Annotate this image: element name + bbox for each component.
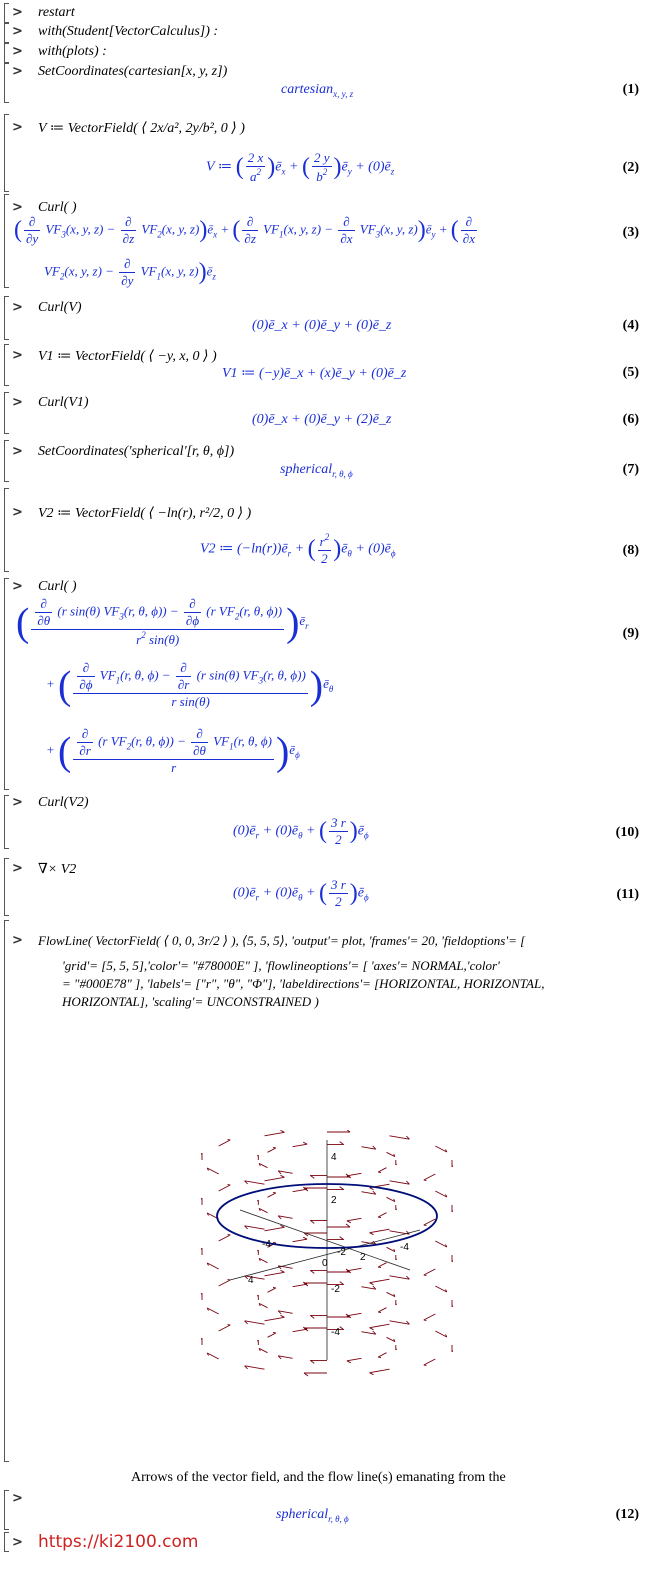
command-define-V1[interactable]: V1 ≔ VectorField( ⟨ −y, x, 0 ⟩ )	[38, 349, 217, 364]
field-arrow	[347, 1218, 362, 1221]
field-arrow	[293, 1239, 308, 1242]
field-arrow-head	[281, 1175, 285, 1177]
output-curl-spherical-theta-component: + ( $\frac{\partial}{\partial\phi}$ $VF_1(r$, θ, ϕ) − $\frac{\partial}{\partial r}$ (r sin(θ) $VF_3(r$, θ, ϕ)) r sin(θ) )$ē_\theta$	[46, 660, 334, 709]
command-define-V2[interactable]: V2 ≔ VectorField( ⟨ −ln(r), r²/2, 0 ⟩ )	[38, 506, 252, 521]
output-spherical-subscript: r, θ, ϕ	[332, 469, 353, 479]
command-flowline-line1[interactable]: FlowLine( VectorField( ⟨ 0, 0, 3r/2 ⟩ ), ⟨5, 5, 5⟩, 'output'= plot, 'frames'= 20, 'fieldoptions'= [	[38, 933, 526, 948]
field-arrow-head	[281, 1130, 285, 1132]
command-nabla-cross-V2[interactable]: ∇× V2	[38, 862, 77, 877]
command-flowline-line2[interactable]: 'grid'= [5, 5, 5],'color'= "#78000E" ], 'flowlineoptions'= [ 'axes'= NORMAL,'color'	[62, 958, 500, 973]
field-arrow	[435, 1241, 447, 1247]
origin-label: 0	[322, 1258, 328, 1269]
output-nabla-cross-V2: $(0)ē_r$ + $(0)ē_\theta$ + ( $\frac{3 r}{2}$ )$ē_\phi$	[233, 877, 369, 909]
group-bracket	[4, 194, 9, 288]
group-bracket	[4, 1532, 9, 1552]
group-bracket	[4, 392, 9, 434]
command-curl-V[interactable]: Curl(V)	[38, 300, 82, 315]
field-arrow-head	[347, 1221, 351, 1223]
field-arrow	[265, 1317, 285, 1321]
field-arrow-head	[273, 1243, 276, 1244]
group-bracket	[4, 440, 9, 482]
field-arrow	[347, 1173, 362, 1176]
plot-caption: Arrows of the vector field, and the flow line(s) emanating from the	[131, 1470, 506, 1485]
equation-number-11: (11)	[616, 887, 639, 902]
field-arrow	[268, 1288, 276, 1292]
equation-number-3: (3)	[622, 225, 639, 240]
field-arrow	[347, 1313, 362, 1316]
prompt-symbol: >	[12, 300, 23, 315]
field-arrow-head	[370, 1188, 374, 1190]
group-bracket	[4, 578, 9, 790]
field-arrow	[265, 1132, 285, 1136]
command-set-coordinates-spherical[interactable]: SetCoordinates('spherical'[r, θ, ϕ])	[38, 444, 235, 459]
field-arrow	[378, 1308, 386, 1312]
field-arrow-head	[273, 1193, 276, 1194]
prompt-symbol: >	[12, 1491, 23, 1506]
equation-number-7: (7)	[622, 462, 639, 477]
field-arrow	[207, 1353, 219, 1359]
command-define-V[interactable]: V ≔ VectorField( ⟨ 2x/a², 2y/b², 0 ⟩ )	[38, 121, 245, 136]
field-arrow-head	[281, 1315, 285, 1317]
command-set-coordinates-cartesian[interactable]: SetCoordinates(cartesian[x, y, z])	[38, 64, 228, 79]
prompt-symbol: >	[12, 44, 23, 59]
command-curl-V2[interactable]: Curl(V2)	[38, 795, 89, 810]
field-arrow	[293, 1284, 308, 1287]
prompt-symbol: >	[12, 795, 23, 810]
field-arrow	[378, 1213, 386, 1217]
field-arrow-head	[370, 1283, 374, 1285]
field-arrow	[207, 1308, 219, 1314]
field-arrow	[424, 1269, 436, 1275]
field-arrow-head	[281, 1270, 285, 1272]
field-arrow-head	[378, 1267, 381, 1268]
axis-tick-label: -2	[331, 1284, 340, 1295]
group-bracket	[4, 23, 9, 43]
field-arrow	[347, 1268, 362, 1271]
field-arrow	[219, 1140, 231, 1146]
group-bracket	[4, 858, 9, 916]
prompt-symbol: >	[12, 395, 23, 410]
field-arrow	[207, 1168, 219, 1174]
watermark-link[interactable]: https://ki2100.com	[38, 1532, 199, 1552]
equation-number-4: (4)	[622, 318, 639, 333]
axis-tick-label: 4	[248, 1275, 254, 1286]
field-arrow-head	[378, 1217, 381, 1218]
field-arrow-head	[273, 1148, 276, 1149]
equation-number-2: (2)	[622, 160, 639, 175]
field-arrow	[424, 1314, 436, 1320]
field-arrow-head	[378, 1172, 381, 1173]
field-arrow	[268, 1193, 276, 1197]
command-with-plots[interactable]: with(plots) :	[38, 44, 107, 59]
axis-tick-label: -4	[400, 1242, 409, 1253]
field-arrow	[265, 1272, 285, 1276]
field-arrow	[435, 1331, 447, 1337]
command-with-student[interactable]: with(Student[VectorCalculus]) :	[38, 24, 219, 39]
field-arrow	[265, 1177, 285, 1181]
prompt-symbol: >	[12, 444, 23, 459]
group-bracket	[4, 3, 9, 23]
field-arrow-head	[370, 1373, 374, 1375]
axis-tick-label: 4	[331, 1152, 337, 1163]
output-curl-V2: $(0)ē_r$ + $(0)ē_\theta$ + ( $\frac{3 r}{2}$ )$ē_\phi$	[233, 815, 369, 847]
field-arrow-head	[378, 1357, 381, 1358]
equation-number-6: (6)	[622, 412, 639, 427]
group-bracket	[4, 114, 9, 192]
output-cartesian	[281, 82, 353, 99]
field-arrow	[219, 1280, 231, 1286]
group-bracket	[4, 43, 9, 63]
command-curl-empty[interactable]: Curl( )	[38, 200, 77, 215]
prompt-symbol: >	[12, 933, 23, 948]
prompt-symbol: >	[12, 24, 23, 39]
output-spherical	[280, 462, 353, 479]
field-arrow-head	[273, 1288, 276, 1289]
prompt-symbol: >	[12, 505, 23, 520]
field-arrow	[370, 1369, 390, 1373]
output-cartesian-subscript: x, y, z	[333, 89, 354, 99]
output-spherical-final	[276, 1507, 349, 1524]
output-spherical-final-subscript: r, θ, ϕ	[328, 1514, 349, 1524]
group-bracket	[4, 1490, 9, 1530]
output-curl-spherical-r-component: ( $\frac{\partial}{\partial\theta}$ (r sin(θ) $VF_3(r$, θ, ϕ)) − $\frac{\partial}{\partial\phi}$ (r $VF_2(r$, θ, ϕ)) $r^2$ sin(θ) )$ē_r$	[16, 596, 309, 647]
field-arrow	[435, 1286, 447, 1292]
equation-number-12: (12)	[615, 1507, 639, 1522]
axis-tick-label: 2	[360, 1252, 366, 1263]
output-spherical-final-text: spherical	[276, 1507, 329, 1522]
prompt-symbol: >	[12, 64, 23, 79]
output-curl-generic-cartesian-line1: ( $\frac{\partial}{\partial y}$ $VF_3(x$, y, z) − $\frac{\partial}{\partial z}$ $VF_2(x$, y, $z))ē_x$ + ( $\frac{\partial}{\partial z}$ $VF_1(x$, y, z) − $\frac{\partial}{\partial x}$ $VF_3(x$, y, $z))ē_y$ + ( $\frac{\partial}{\partial x}$	[14, 214, 475, 246]
field-arrow-head	[347, 1361, 351, 1363]
output-curl-V1: (0)ē_x + (0)ē_y + (2)ē_z	[252, 412, 392, 427]
equation-number-9: (9)	[622, 626, 639, 641]
field-arrow	[424, 1174, 436, 1180]
field-arrow-head	[370, 1233, 374, 1235]
output-curl-V: (0)ē_x + (0)ē_y + (0)ē_z	[252, 318, 392, 333]
axis-tick-label: -2	[337, 1247, 346, 1258]
field-arrow	[293, 1144, 308, 1147]
group-bracket	[4, 296, 9, 340]
output-cartesian-text: cartesian	[281, 82, 334, 97]
field-arrow-head	[303, 1142, 307, 1144]
flowline-3d-plot[interactable]	[180, 1130, 470, 1380]
field-arrow	[207, 1263, 219, 1269]
prompt-symbol: >	[12, 5, 23, 20]
field-arrow	[424, 1359, 436, 1365]
equation-number-1: (1)	[622, 82, 639, 97]
field-arrow	[293, 1189, 308, 1192]
prompt-symbol: >	[12, 120, 23, 135]
field-arrow	[378, 1353, 386, 1357]
field-arrow-head	[273, 1333, 276, 1334]
prompt-symbol: >	[12, 861, 23, 876]
prompt-symbol: >	[12, 1535, 23, 1550]
group-bracket	[4, 488, 9, 572]
field-arrow	[370, 1324, 390, 1328]
field-arrow	[435, 1146, 447, 1152]
field-arrow	[268, 1333, 276, 1337]
prompt-symbol: >	[12, 348, 23, 363]
output-curl-spherical-phi-component: + ( $\frac{\partial}{\partial r}$ (r $VF_2(r$, θ, ϕ)) − $\frac{\partial}{\partial\theta}$ $VF_1(r$, θ, ϕ) r )$ē_\phi$	[46, 726, 300, 775]
field-arrow	[370, 1229, 390, 1233]
field-arrow	[265, 1227, 285, 1231]
field-arrow-head	[378, 1312, 381, 1313]
output-curl-generic-cartesian-line2: $VF_2(x$, y, z) − $\frac{\partial}{\partial y}$ $VF_1(x$, y, $z))ē_z$	[44, 256, 216, 288]
field-arrow	[347, 1358, 362, 1361]
command-flowline-line3[interactable]: = "#000E78" ], 'labels'= ["r", "θ", "Φ"], 'labeldirections'= [HORIZONTAL, HORIZONTAL,	[62, 976, 545, 991]
output-V-definition: V ≔ ( $\frac{2 x}{a^2}$ )$ē_x$ + ( $\frac{2 y}{b^2}$ )$ē_y$ + $(0)ē_z$	[206, 150, 395, 184]
axis-tick-label: 2	[331, 1195, 337, 1206]
command-restart[interactable]: restart	[38, 5, 75, 20]
field-arrow	[378, 1168, 386, 1172]
field-arrow-head	[303, 1237, 307, 1239]
equation-number-5: (5)	[622, 365, 639, 380]
group-bracket	[4, 920, 9, 1462]
axis-tick-label: -4	[262, 1239, 271, 1250]
field-arrow	[219, 1325, 231, 1331]
group-bracket	[4, 63, 9, 103]
field-arrow	[293, 1329, 308, 1332]
command-flowline-line4[interactable]: HORIZONTAL], 'scaling'= UNCONSTRAINED )	[62, 994, 319, 1009]
output-V1-definition: V1 ≔ (−y)ē_x + (x)ē_y + (0)ē_z	[222, 366, 407, 381]
command-curl-V1[interactable]: Curl(V1)	[38, 395, 89, 410]
field-arrow-head	[370, 1328, 374, 1330]
axis-tick-label: -4	[331, 1327, 340, 1338]
prompt-symbol: >	[12, 579, 23, 594]
field-arrow	[370, 1279, 390, 1283]
field-arrow	[268, 1148, 276, 1152]
output-V2-definition: V2 ≔ $(-\ln(r))ē_r$ + ( $\frac{r^2}{2}$ )$ē_\theta$ + $(0)ē_\phi$	[200, 532, 396, 566]
command-curl-empty-spherical[interactable]: Curl( )	[38, 579, 77, 594]
group-bracket	[4, 344, 9, 386]
group-bracket	[4, 795, 9, 849]
field-arrow	[219, 1185, 231, 1191]
field-arrow	[219, 1235, 231, 1241]
equation-number-8: (8)	[622, 543, 639, 558]
equation-number-10: (10)	[615, 825, 639, 840]
field-arrow	[378, 1263, 386, 1267]
output-spherical-text: spherical	[280, 462, 333, 477]
prompt-symbol: >	[12, 200, 23, 215]
field-arrow	[435, 1191, 447, 1197]
